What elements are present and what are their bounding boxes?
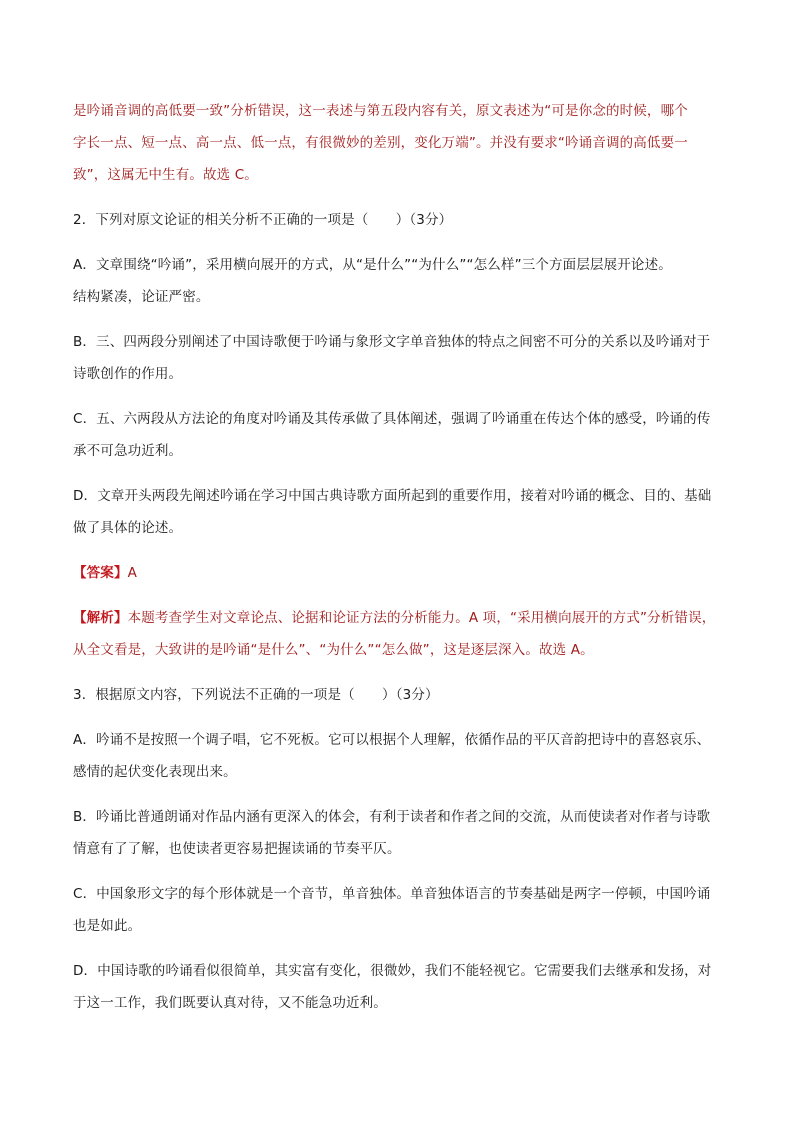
q2-option-c-line-1: C．五、六两段从方法论的角度对吟诵及其传承做了具体阐述，强调了吟诵重在传达个体的感受，吟诵的传	[73, 411, 711, 427]
q2-answer-row	[73, 563, 733, 583]
q2-option-c-line-2: 承不可急功近利。	[73, 443, 183, 459]
q3-option-a-line-1: A．吟诵不是按照一个调子唱，它不死板。它可以根据个人理解，依循作品的平仄音韵把诗中的喜怒哀乐、	[73, 732, 711, 748]
answer-tag: 【答案】	[73, 565, 128, 581]
q3-option-d-line-2: 于这一工作，我们既要认真对待，又不能急功近利。	[73, 995, 387, 1011]
q3-option-a-line-2: 感情的起伏变化表现出来。	[73, 764, 237, 780]
q2-option-b-line-1: B．三、四两段分别阐述了中国诗歌便于吟诵与象形文字单音独体的特点之间密不可分的关系以及吟诵对于	[73, 334, 711, 350]
q2-analysis-text-2: 从全文看是，大致讲的是吟诵“是什么”、“为什么”“怎么做”，这是逐层深入。故选 A。	[73, 642, 594, 658]
q1-analysis-line-1: 是吟诵音调的高低要一致”分析错误，这一表述与第五段内容有关，原文表述为“可是你念的时候，哪个	[73, 103, 688, 119]
q1-analysis-line-3: 致”，这属无中生有。故选 C。	[73, 167, 258, 183]
q2-option-a-line-2: 结构紧凑，论证严密。	[73, 289, 210, 305]
q2-stem: 2．下列对原文论证的相关分析不正确的一项是（ ）（3分）	[73, 212, 453, 228]
q3-option-d-line-1: D．中国诗歌的吟诵看似很简单，其实富有变化，很微妙，我们不能轻视它。它需要我们去继承和发扬，对	[73, 963, 712, 979]
q2-option-d-line-2: 做了具体的论述。	[73, 520, 183, 536]
q3-option-c-line-2: 也是如此。	[73, 918, 142, 934]
q3-option-b-line-1: B．吟诵比普通朗诵对作品内涵有更深入的体会，有利于读者和作者之间的交流，从而使读者对作者与诗歌	[73, 809, 711, 825]
q2-option-b-line-2: 诗歌创作的作用。	[73, 366, 183, 382]
q2-option-d-line-1: D．文章开头两段先阐述吟诵在学习中国古典诗歌方面所起到的重要作用，接着对吟诵的概念、目的、基础	[73, 488, 712, 504]
answer-value: A	[127, 565, 137, 581]
q3-option-b-line-2: 情意有了了解，也使读者更容易把握读诵的节奏平仄。	[73, 841, 401, 857]
q1-analysis-line-2: 字长一点、短一点、高一点、低一点，有很微妙的差别，变化万端”。并没有要求“吟诵音调的高低要一	[73, 135, 688, 151]
q3-stem: 3．根据原文内容，下列说法不正确的一项是（ ）（3分）	[73, 687, 439, 703]
q2-analysis-text-1: 本题考查学生对文章论点、论据和论证方法的分析能力。A 项，“采用横向展开的方式”分析错误，	[127, 610, 716, 626]
q3-option-c-line-1: C．中国象形文字的每个形体就是一个音节，单音独体。单音独体语言的节奏基础是两字一停顿，中国吟诵	[73, 886, 711, 902]
q2-analysis-row-1	[73, 608, 733, 628]
q2-option-a-line-1: A．文章围绕“吟诵”，采用横向展开的方式，从“是什么”“为什么”“怎么样”三个方面层层展开论述。	[73, 257, 672, 273]
analysis-tag: 【解析】	[73, 610, 128, 626]
